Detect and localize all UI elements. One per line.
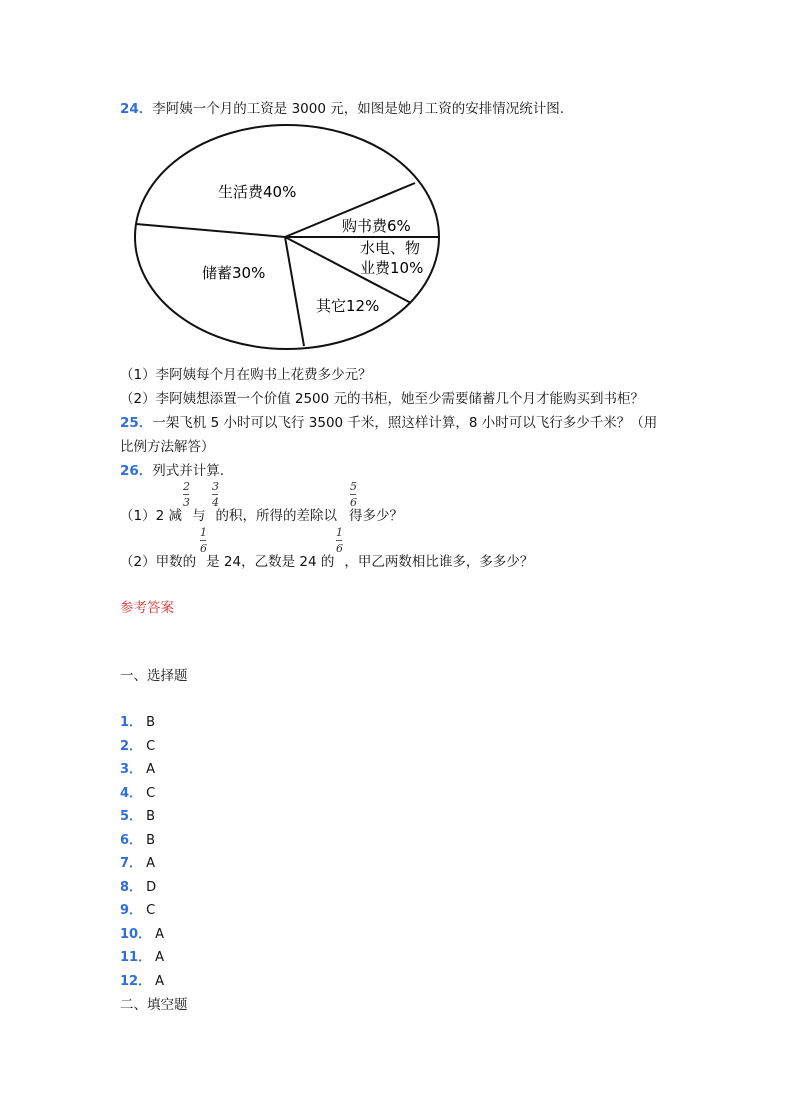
fraction-1-6-a <box>200 526 207 555</box>
q25-line1: 25．一架飞机 5 小时可以飞行 3500 千米，照这样计算，8 小时可以飞行多少千米？（用 <box>120 415 658 431</box>
answer-item: 5． B <box>120 809 155 824</box>
q25-text-1: 一架飞机 5 小时可以飞行 3500 千米，照这样计算，8 小时可以飞行多少千米？（用 <box>152 415 658 431</box>
answer-item: 3． A <box>120 762 155 777</box>
answer-value: B <box>146 809 155 824</box>
section-choice-title: 一、选择题 <box>120 668 188 684</box>
q24-sub2: （2）李阿姨想添置一个价值 2500 元的书柜，她至少需要储蓄几个月才能购买到书柜？ <box>120 391 645 407</box>
answer-item: 6． B <box>120 832 155 848</box>
fraction-5-6-den: 6 <box>350 496 357 509</box>
q24-text: 李阿姨一个月的工资是 3000 元，如图是她月工资的安排情况统计图. <box>152 101 565 117</box>
q24-line: 24．李阿姨一个月的工资是 3000 元，如图是她月工资的安排情况统计图. <box>120 101 565 117</box>
answer-value: C <box>146 738 156 754</box>
answer-number: 6 <box>120 832 130 848</box>
slice-label-other: 其它12% <box>316 297 380 315</box>
q26-text: 列式并计算. <box>152 463 225 479</box>
answer-number: 3 <box>120 762 130 777</box>
q25-line2: 比例方法解答） <box>120 439 215 455</box>
fraction-2-3-num: 2 <box>183 480 190 493</box>
answer-value: A <box>146 762 155 777</box>
slice-label-books: 购书费6% <box>342 217 411 235</box>
q26-sub1-part-d: 得多少？ <box>348 508 403 524</box>
fraction-1-6-b-num: 1 <box>336 526 343 539</box>
q24-number: 24 <box>120 101 139 117</box>
slice-label-utilities-1: 水电、物 <box>360 239 421 257</box>
slice-label-life: 生活费40% <box>218 183 297 201</box>
answer-value: A <box>146 856 155 871</box>
answer-number: 8 <box>120 879 130 895</box>
answer-number: 2 <box>120 738 130 754</box>
q26-line: 26．列式并计算. <box>120 463 225 479</box>
answer-number: 7 <box>120 856 130 871</box>
answer-value: A <box>155 950 165 965</box>
fraction-3-4-num: 3 <box>212 480 219 493</box>
answer-item: 12． A <box>120 973 165 989</box>
answer-item: 11． A <box>120 950 165 965</box>
answer-number: 12 <box>120 973 139 989</box>
answer-value: A <box>155 973 165 989</box>
q26-sub1-part-a: （1）2 减 <box>120 508 182 524</box>
answer-number: 1 <box>120 715 130 730</box>
answers-title: 参考答案 <box>120 600 174 616</box>
q26-sub2 <box>120 550 533 570</box>
answer-item: 1． B <box>120 715 155 730</box>
fraction-5-6-num: 5 <box>350 480 357 493</box>
divider-savings-life <box>136 224 285 237</box>
answer-value: D <box>146 879 157 895</box>
answer-item: 7． A <box>120 856 155 871</box>
answer-item: 9． C <box>120 903 156 918</box>
fraction-1-6-a-den: 6 <box>200 542 207 555</box>
fraction-2-3 <box>183 480 190 509</box>
answer-value: B <box>146 715 155 730</box>
answer-item: 2． C <box>120 738 156 754</box>
q26-sub1-part-b: 与 <box>191 508 206 524</box>
answer-number: 10 <box>120 926 139 942</box>
fraction-5-6 <box>350 480 357 509</box>
q24-sub1: （1）李阿姨每个月在购书上花费多少元？ <box>120 367 372 383</box>
q25-number: 25 <box>120 415 139 431</box>
divider-other-savings <box>285 237 304 346</box>
answer-number: 11 <box>120 950 139 965</box>
answer-value: A <box>155 926 165 942</box>
answer-value: B <box>146 832 155 848</box>
answer-value: C <box>146 903 156 918</box>
answer-value: C <box>146 785 156 801</box>
slice-label-savings: 储蓄30% <box>202 264 266 282</box>
fraction-1-6-b <box>336 526 343 555</box>
pie-chart <box>130 120 445 355</box>
answer-item: 4． C <box>120 785 156 801</box>
answer-number: 4 <box>120 785 130 801</box>
q26-sub2-part-c: ，甲乙两数相比谁多，多多少？ <box>344 554 534 570</box>
answer-number: 9 <box>120 903 130 918</box>
section-fill-title: 二、填空题 <box>120 997 188 1013</box>
fraction-1-6-a-num: 1 <box>200 526 207 539</box>
fraction-3-4-den: 4 <box>212 496 219 509</box>
q26-sub1-part-c: 的积，所得的差除以 <box>215 508 337 524</box>
answer-item: 10． A <box>120 926 165 942</box>
fraction-2-3-den: 3 <box>183 496 190 509</box>
answer-item: 8． D <box>120 879 157 895</box>
fraction-1-6-b-den: 6 <box>336 542 343 555</box>
q26-sub1 <box>120 504 403 524</box>
slice-label-utilities-2: 业费10% <box>360 259 424 277</box>
fraction-3-4 <box>212 480 219 509</box>
answer-number: 5 <box>120 809 130 824</box>
q26-sub2-part-a: （2）甲数的 <box>120 554 197 570</box>
q26-sub2-part-b: 是 24，乙数是 24 的 <box>206 554 335 570</box>
q26-number: 26 <box>120 463 139 479</box>
